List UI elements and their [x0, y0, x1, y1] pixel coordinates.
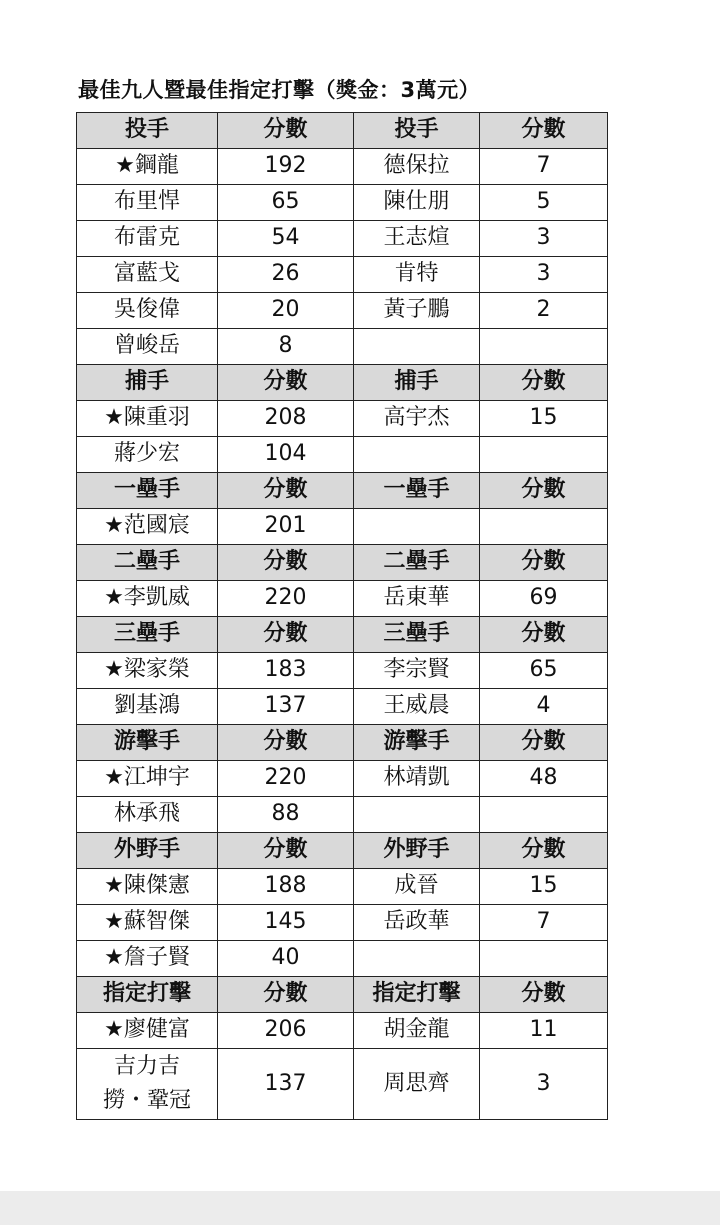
position-header-cell: 捕手	[77, 365, 218, 401]
table-row	[77, 221, 608, 257]
player-name-cell: ★范國宸	[77, 509, 218, 545]
table-row	[77, 293, 608, 329]
score-cell: 65	[480, 653, 608, 689]
position-header-cell: 三壘手	[354, 617, 480, 653]
player-name-line: 撈・鞏冠	[102, 1088, 191, 1113]
player-name-cell: ★陳重羽	[77, 401, 218, 437]
player-name-cell: 布里悍	[77, 185, 218, 221]
table-row	[77, 797, 608, 833]
position-header-cell: 二壘手	[77, 545, 218, 581]
player-name-cell: 黃子鵬	[354, 293, 480, 329]
player-name-multiline	[103, 1050, 191, 1118]
player-name-cell: 劉基鴻	[77, 689, 218, 725]
score-header-cell: 分數	[218, 545, 354, 581]
player-name-cell: 陳仕朋	[354, 185, 480, 221]
score-cell: 220	[218, 761, 354, 797]
player-name-cell: 林承飛	[77, 797, 218, 833]
position-header-cell: 游擊手	[354, 725, 480, 761]
player-name-cell	[354, 941, 480, 977]
player-name-line: 吉力吉	[113, 1053, 180, 1079]
player-name-cell	[77, 1049, 218, 1120]
score-header-cell: 分數	[480, 113, 608, 149]
position-header-cell: 一壘手	[354, 473, 480, 509]
score-cell: 188	[218, 869, 354, 905]
position-header-cell: 二壘手	[354, 545, 480, 581]
section-header-row	[77, 473, 608, 509]
table-row	[77, 509, 608, 545]
player-name-cell: 曾峻岳	[77, 329, 218, 365]
score-cell: 137	[218, 689, 354, 725]
bottom-band	[0, 1191, 720, 1225]
score-cell: 220	[218, 581, 354, 617]
table-row	[77, 869, 608, 905]
player-name-cell: 岳政華	[354, 905, 480, 941]
position-header-cell: 投手	[354, 113, 480, 149]
player-name-cell: 王威晨	[354, 689, 480, 725]
player-name-cell	[354, 329, 480, 365]
position-header-cell: 指定打擊	[354, 977, 480, 1013]
player-name-cell: ★廖健富	[77, 1013, 218, 1049]
score-cell	[480, 797, 608, 833]
score-cell: 69	[480, 581, 608, 617]
score-cell: 2	[480, 293, 608, 329]
player-name-cell	[354, 437, 480, 473]
player-name-cell: 蔣少宏	[77, 437, 218, 473]
score-header-cell: 分數	[480, 545, 608, 581]
table-row	[77, 257, 608, 293]
score-cell: 104	[218, 437, 354, 473]
score-header-cell: 分數	[480, 833, 608, 869]
player-name-cell: ★梁家榮	[77, 653, 218, 689]
player-name-cell: 胡金龍	[354, 1013, 480, 1049]
score-header-cell: 分數	[218, 725, 354, 761]
score-cell: 145	[218, 905, 354, 941]
page-title: 最佳九人暨最佳指定打擊（獎金：3萬元）	[78, 78, 481, 102]
player-name-cell: ★蘇智傑	[77, 905, 218, 941]
player-name-cell: 高宇杰	[354, 401, 480, 437]
awards-table-body	[77, 113, 608, 1120]
score-cell: 15	[480, 401, 608, 437]
table-row	[77, 149, 608, 185]
score-header-cell: 分數	[218, 833, 354, 869]
player-name-cell: ★詹子賢	[77, 941, 218, 977]
score-cell: 48	[480, 761, 608, 797]
score-cell: 15	[480, 869, 608, 905]
position-header-cell: 游擊手	[77, 725, 218, 761]
section-header-row	[77, 833, 608, 869]
score-cell	[480, 509, 608, 545]
score-header-cell: 分數	[480, 977, 608, 1013]
table-row	[77, 905, 608, 941]
score-cell: 65	[218, 185, 354, 221]
player-name-cell: 岳東華	[354, 581, 480, 617]
score-cell	[480, 941, 608, 977]
score-cell: 11	[480, 1013, 608, 1049]
table-row	[77, 761, 608, 797]
score-cell: 8	[218, 329, 354, 365]
player-name-cell: ★李凱威	[77, 581, 218, 617]
score-cell: 137	[218, 1049, 354, 1120]
score-cell: 201	[218, 509, 354, 545]
player-name-cell: 布雷克	[77, 221, 218, 257]
score-header-cell: 分數	[480, 725, 608, 761]
position-header-cell: 指定打擊	[77, 977, 218, 1013]
score-cell: 4	[480, 689, 608, 725]
score-header-cell: 分數	[218, 617, 354, 653]
player-name-cell: 肯特	[354, 257, 480, 293]
player-name-cell: 成晉	[354, 869, 480, 905]
score-cell: 7	[480, 905, 608, 941]
section-header-row	[77, 113, 608, 149]
score-header-cell: 分數	[480, 473, 608, 509]
score-cell: 7	[480, 149, 608, 185]
player-name-cell: ★江坤宇	[77, 761, 218, 797]
score-cell: 206	[218, 1013, 354, 1049]
score-header-cell: 分數	[480, 365, 608, 401]
score-cell	[480, 329, 608, 365]
score-header-cell: 分數	[218, 365, 354, 401]
table-row	[77, 581, 608, 617]
position-header-cell: 捕手	[354, 365, 480, 401]
player-name-cell: ★陳傑憲	[77, 869, 218, 905]
score-header-cell: 分數	[218, 977, 354, 1013]
player-name-cell: 林靖凱	[354, 761, 480, 797]
table-row	[77, 329, 608, 365]
player-name-cell: 王志煊	[354, 221, 480, 257]
table-row	[77, 689, 608, 725]
score-cell: 54	[218, 221, 354, 257]
position-header-cell: 投手	[77, 113, 218, 149]
awards-table	[76, 112, 608, 1120]
section-header-row	[77, 977, 608, 1013]
table-row	[77, 941, 608, 977]
score-header-cell: 分數	[218, 473, 354, 509]
score-cell: 3	[480, 221, 608, 257]
section-header-row	[77, 545, 608, 581]
score-cell: 88	[218, 797, 354, 833]
table-row	[77, 653, 608, 689]
table-row	[77, 437, 608, 473]
player-name-cell: 富藍戈	[77, 257, 218, 293]
score-cell: 20	[218, 293, 354, 329]
position-header-cell: 一壘手	[77, 473, 218, 509]
player-name-cell: ★鋼龍	[77, 149, 218, 185]
section-header-row	[77, 617, 608, 653]
player-name-cell	[354, 797, 480, 833]
player-name-cell: 吳俊偉	[77, 293, 218, 329]
score-cell: 208	[218, 401, 354, 437]
score-cell: 26	[218, 257, 354, 293]
score-cell: 40	[218, 941, 354, 977]
score-header-cell: 分數	[218, 113, 354, 149]
player-name-cell: 周思齊	[354, 1049, 480, 1120]
position-header-cell: 外野手	[354, 833, 480, 869]
table-row	[77, 1049, 608, 1120]
position-header-cell: 外野手	[77, 833, 218, 869]
score-cell: 5	[480, 185, 608, 221]
section-header-row	[77, 365, 608, 401]
table-row	[77, 401, 608, 437]
position-header-cell: 三壘手	[77, 617, 218, 653]
player-name-cell: 德保拉	[354, 149, 480, 185]
score-cell: 3	[480, 1049, 608, 1120]
score-cell: 3	[480, 257, 608, 293]
score-header-cell: 分數	[480, 617, 608, 653]
score-cell	[480, 437, 608, 473]
table-row	[77, 1013, 608, 1049]
player-name-cell: 李宗賢	[354, 653, 480, 689]
table-row	[77, 185, 608, 221]
score-cell: 183	[218, 653, 354, 689]
score-cell: 192	[218, 149, 354, 185]
player-name-cell	[354, 509, 480, 545]
section-header-row	[77, 725, 608, 761]
